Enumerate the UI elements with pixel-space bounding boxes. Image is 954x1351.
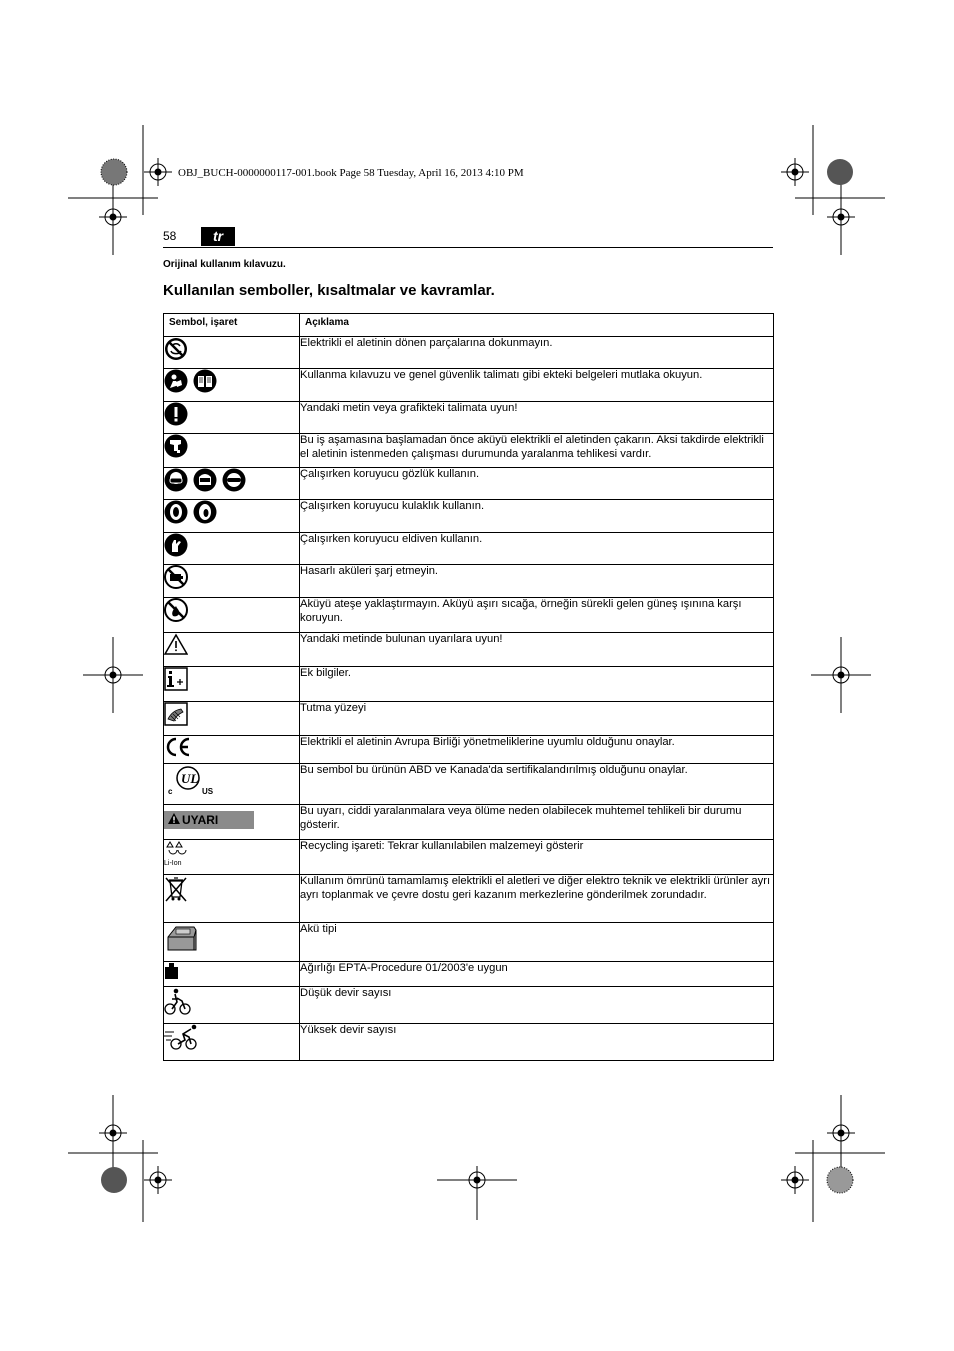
weight-icon — [164, 962, 180, 980]
table-header-row — [164, 314, 774, 337]
recycling-li-ion-icon — [164, 840, 188, 860]
goggles-icon-1 — [164, 468, 188, 492]
uyari-label-text: UYARI — [182, 813, 219, 827]
description-cell: Bu uyarı, ciddi yaralanmalara veya ölüme neden olabilecek muhtemel tehlikeli bir durumu gösterir. — [300, 805, 774, 840]
table-row — [164, 533, 774, 565]
remove-battery-icon — [164, 434, 188, 458]
table-row — [164, 565, 774, 598]
symbol-cell — [164, 702, 300, 736]
description-cell: Tutma yüzeyi — [300, 702, 774, 736]
section-title: Kullanılan semboller, kısaltmalar ve kavramlar. — [163, 282, 495, 299]
table-row — [164, 764, 774, 805]
description-cell: Bu sembol bu ürünün ABD ve Kanada'da sertifikalandırılmış olduğunu onaylar. — [300, 764, 774, 805]
description-cell: Recycling işareti: Tekrar kullanılabilen malzemeyi gösterir — [300, 840, 774, 875]
symbol-cell — [164, 764, 300, 805]
table-row — [164, 369, 774, 402]
table-row — [164, 987, 774, 1024]
symbol-cell — [164, 598, 300, 633]
page-number: 58 — [163, 229, 177, 243]
ear-protection-icon-1 — [164, 500, 188, 524]
table-row — [164, 923, 774, 962]
table-row — [164, 1024, 774, 1061]
info-plus-icon — [164, 667, 188, 691]
description-cell: Bu iş aşamasına başlamadan önce aküyü elektrikli el aletinden çakarın. Aksi takdirde elektrikli el aletinin istenmeden çalışması durumunda yaralanma tehlikesi vardır. — [300, 434, 774, 468]
symbol-cell — [164, 875, 300, 923]
description-cell: Çalışırken koruyucu kulaklık kullanın. — [300, 500, 774, 533]
symbol-cell — [164, 1024, 300, 1061]
weee-bin-icon — [164, 875, 188, 903]
description-cell: Elektrikli el aletinin dönen parçalarına dokunmayın. — [300, 337, 774, 369]
description-cell: Kullanım ömrünü tamamlamış elektrikli el aletleri ve diğer elektro teknik ve elektrikli ürünler ayrı ayrı toplanmak ve çevre dostu geri kazanım merkezlerine gönderilmek zorundadır. — [300, 875, 774, 923]
table-row — [164, 337, 774, 369]
gloves-icon — [164, 533, 188, 557]
table-row — [164, 875, 774, 923]
no-touch-rotating-parts-icon — [164, 337, 188, 361]
description-cell: Yandaki metin veya grafikteki talimata uyun! — [300, 402, 774, 434]
description-cell: Hasarlı aküleri şarj etmeyin. — [300, 565, 774, 598]
grip-surface-icon — [164, 702, 188, 726]
high-speed-cyclist-icon — [164, 1024, 200, 1052]
table-row — [164, 667, 774, 702]
symbol-cell — [164, 667, 300, 702]
description-cell: Akü tipi — [300, 923, 774, 962]
symbol-cell — [164, 565, 300, 598]
battery-pack-icon — [164, 923, 200, 955]
symbol-cell — [164, 500, 300, 533]
svg-text:c: c — [168, 787, 173, 796]
warning-triangle-icon — [164, 633, 188, 657]
description-cell: Ağırlığı EPTA-Procedure 01/2003'e uygun — [300, 962, 774, 987]
print-slug: OBJ_BUCH-0000000117-001.book Page 58 Tuesday, April 16, 2013 4:10 PM — [178, 167, 524, 179]
keep-from-fire-icon — [164, 598, 188, 622]
table-row — [164, 840, 774, 875]
symbol-cell — [164, 533, 300, 565]
description-cell: Çalışırken koruyucu gözlük kullanın. — [300, 468, 774, 500]
no-charge-damaged-battery-icon — [164, 565, 188, 589]
symbol-cell — [164, 337, 300, 369]
header-rule — [163, 247, 773, 248]
column-header-symbol: Sembol, işaret — [164, 314, 300, 337]
symbol-cell — [164, 468, 300, 500]
description-cell: Aküyü ateşe yaklaştırmayın. Aküyü aşırı sıcağa, örneğin sürekli gelen güneş ışınına karşı koruyun. — [300, 598, 774, 633]
symbol-cell — [164, 962, 300, 987]
document-subtitle: Orijinal kullanım kılavuzu. — [163, 259, 286, 270]
symbol-cell — [164, 633, 300, 667]
symbol-cell — [164, 923, 300, 962]
svg-text:US: US — [202, 787, 214, 796]
column-header-description: Açıklama — [300, 314, 774, 337]
description-cell: Kullanma kılavuzu ve genel güvenlik talimatı gibi ekteki belgeleri mutlaka okuyun. — [300, 369, 774, 402]
description-cell: Ek bilgiler. — [300, 667, 774, 702]
symbol-cell — [164, 987, 300, 1024]
description-cell: Yandaki metinde bulunan uyarılara uyun! — [300, 633, 774, 667]
symbol-cell — [164, 736, 300, 764]
table-row — [164, 962, 774, 987]
table-row — [164, 434, 774, 468]
ul-mark-icon — [164, 764, 214, 796]
description-cell: Düşük devir sayısı — [300, 987, 774, 1024]
symbol-cell — [164, 434, 300, 468]
symbol-cell — [164, 402, 300, 434]
symbol-cell — [164, 805, 300, 840]
table-row — [164, 702, 774, 736]
table-row — [164, 633, 774, 667]
language-badge: tr — [201, 227, 235, 246]
symbol-cell — [164, 840, 300, 875]
table-row — [164, 402, 774, 434]
ear-protection-icon-2 — [193, 500, 217, 524]
svg-text:UL: UL — [181, 771, 199, 786]
table-row — [164, 805, 774, 840]
exclamation-mandatory-icon — [164, 402, 188, 426]
symbol-cell — [164, 369, 300, 402]
table-row — [164, 736, 774, 764]
goggles-icon-2 — [193, 468, 217, 492]
li-ion-label: Li-Ion — [164, 860, 182, 867]
table-row — [164, 500, 774, 533]
uyari-warning-label-icon — [164, 811, 254, 829]
description-cell: Yüksek devir sayısı — [300, 1024, 774, 1061]
symbols-table — [163, 313, 774, 1061]
ce-mark-icon — [164, 736, 192, 758]
table-row — [164, 468, 774, 500]
low-speed-cyclist-icon — [164, 987, 192, 1017]
table-row — [164, 598, 774, 633]
goggles-icon-3 — [222, 468, 246, 492]
description-cell: Çalışırken koruyucu eldiven kullanın. — [300, 533, 774, 565]
read-manual-icon — [164, 369, 188, 393]
description-cell: Elektrikli el aletinin Avrupa Birliği yönetmeliklerine uyumlu olduğunu onaylar. — [300, 736, 774, 764]
book-icon — [193, 369, 217, 393]
